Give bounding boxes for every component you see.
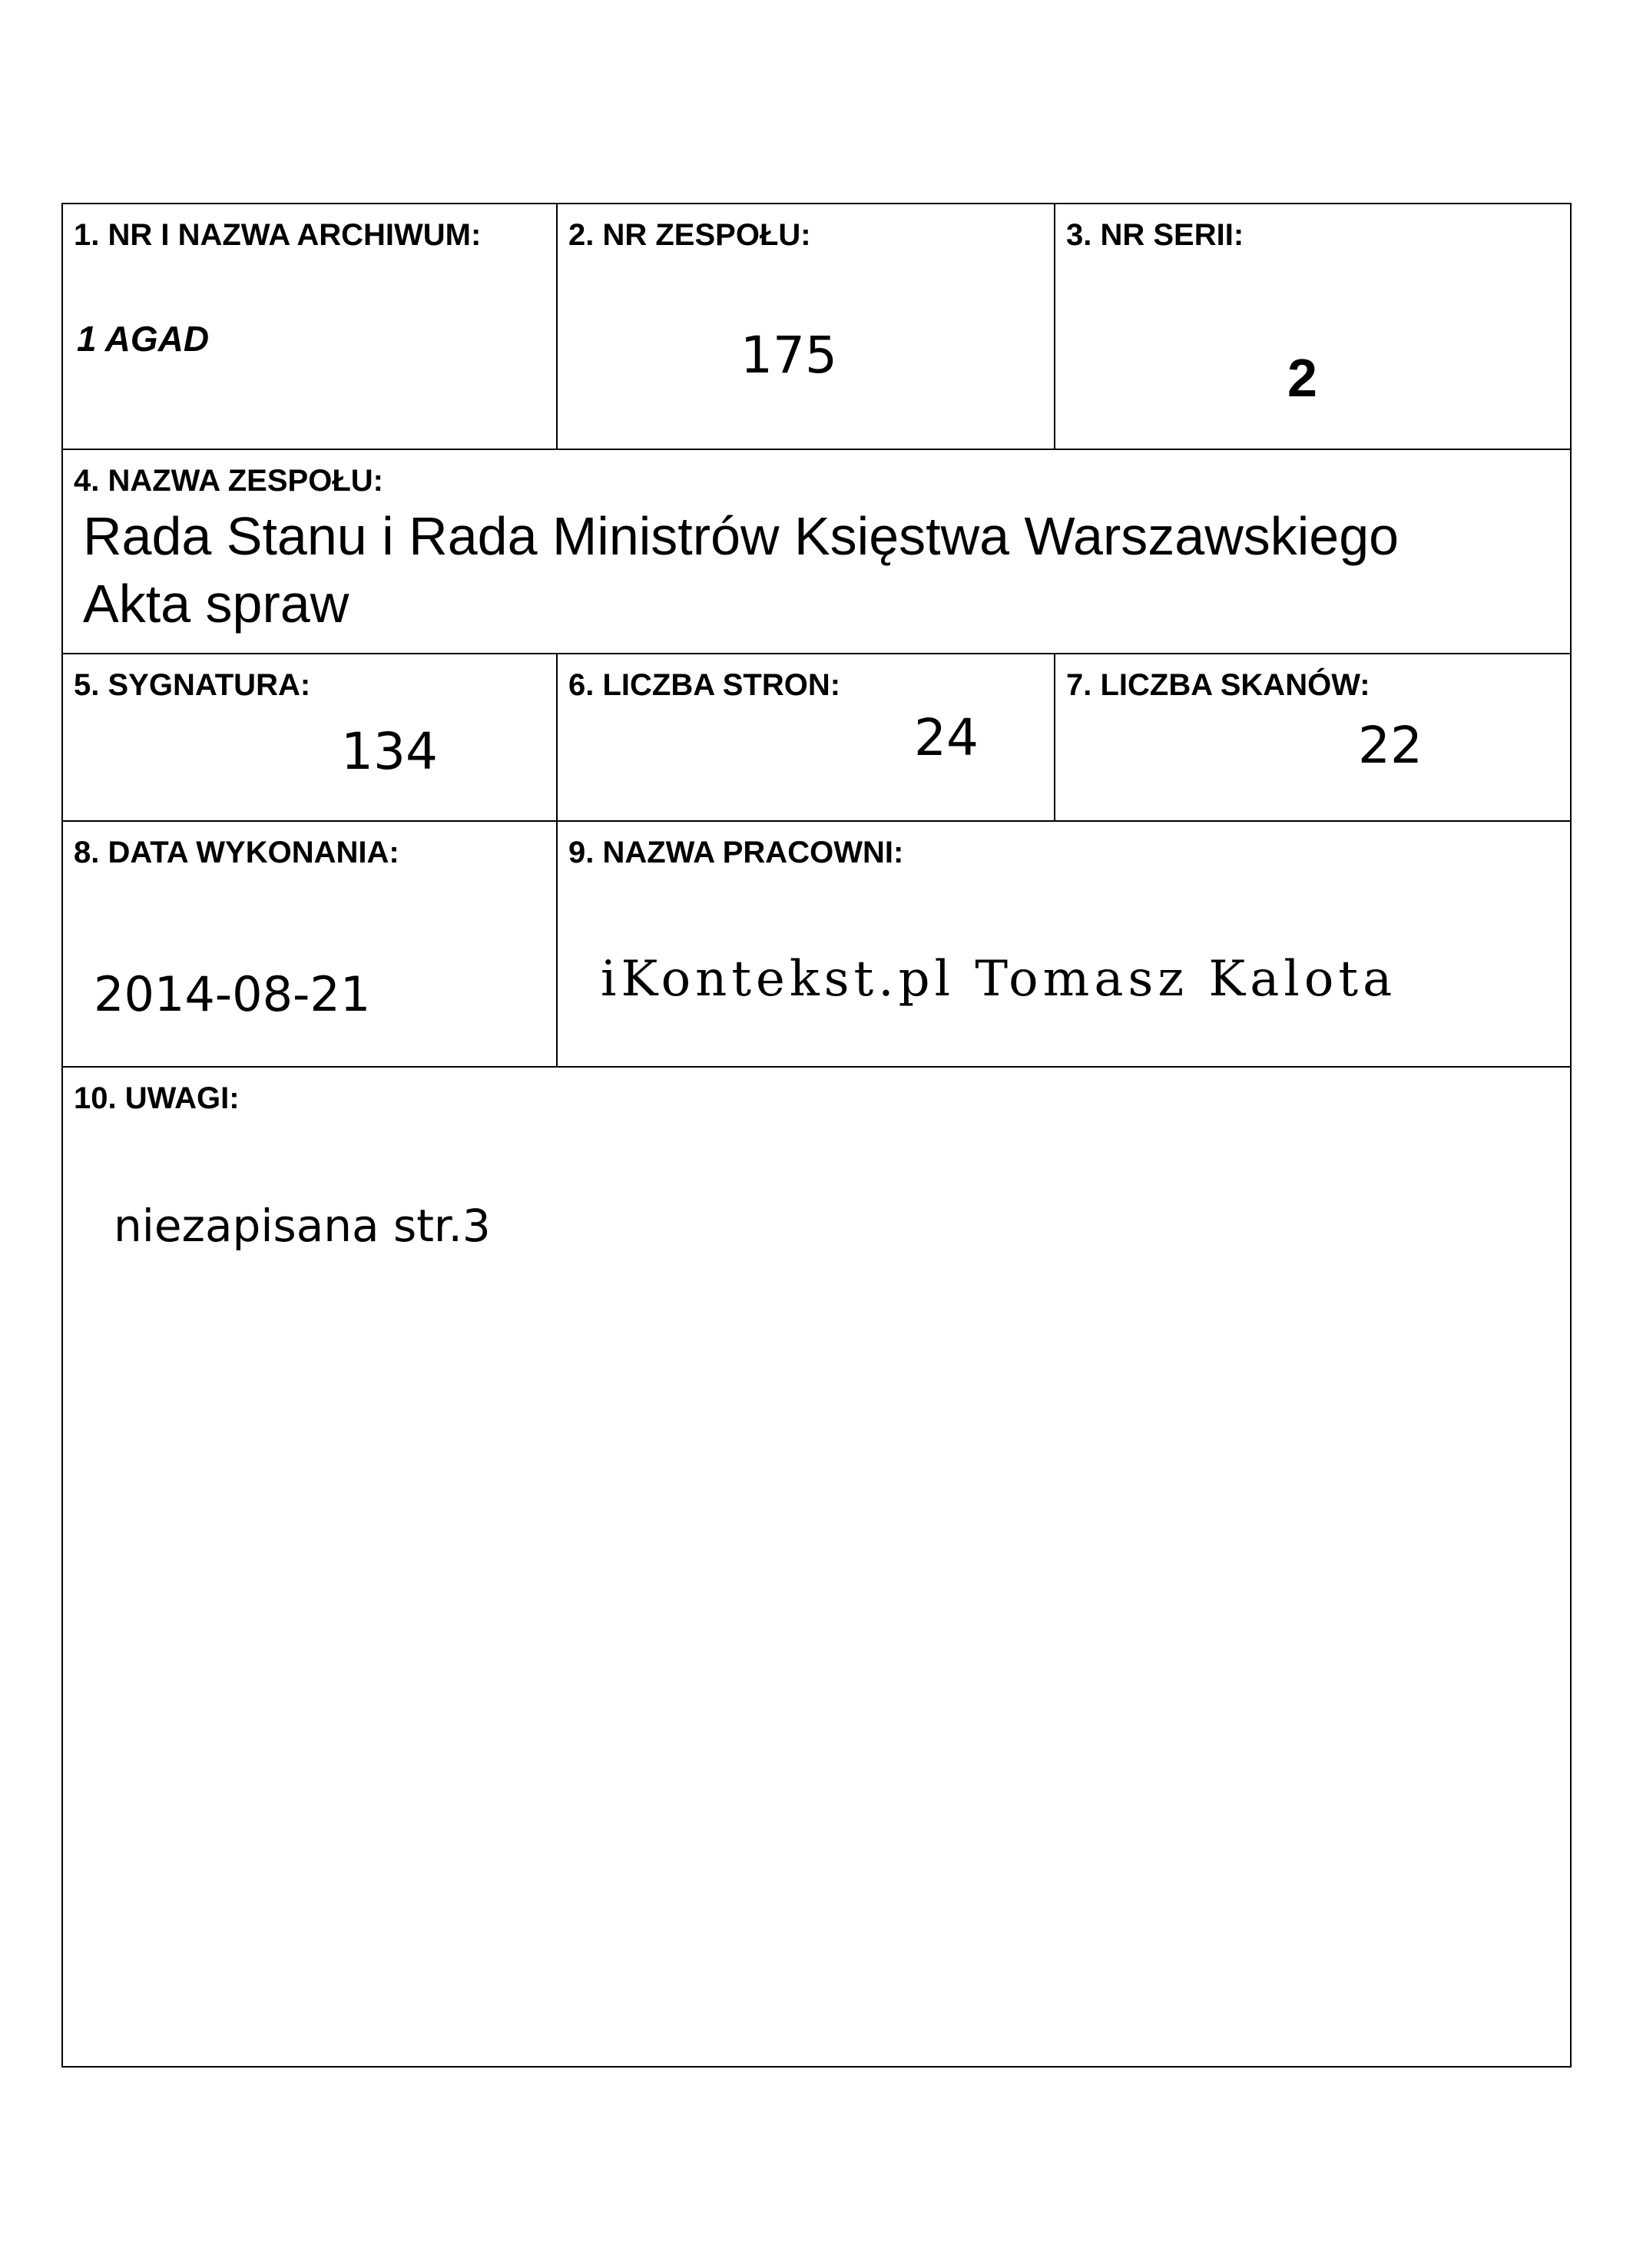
scan-count-label: 7. LICZBA SKANÓW: [1066,668,1370,702]
fonds-name-label: 4. NAZWA ZESPOŁU: [74,464,383,498]
archive-value: 1 AGAD [77,319,210,359]
fonds-name-value-line1: Rada Stanu i Rada Ministrów Księstwa Warszawskiego [83,506,1399,566]
workshop-label: 9. NAZWA PRACOWNI: [568,836,904,869]
signature-cell [63,654,558,822]
archive-cell [63,204,558,450]
archive-label: 1. NR I NAZWA ARCHIWUM: [74,218,482,252]
signature-label: 5. SYGNATURA: [74,668,311,702]
fonds-number-cell [558,204,1055,450]
archive-scan-form [61,203,1572,2068]
page-count-cell [558,654,1055,822]
series-number-value: 2 [1287,348,1317,408]
series-number-cell [1055,204,1570,450]
scan-count-cell [1055,654,1570,822]
page-count-label: 6. LICZBA STRON: [568,668,841,702]
fonds-name-cell [63,450,1570,654]
page-count-value: 24 [914,708,979,767]
series-number-label: 3. NR SERII: [1066,218,1244,252]
scan-count-value: 22 [1358,716,1423,775]
notes-label: 10. UWAGI: [74,1081,240,1115]
fonds-name-value-line2: Akta spraw [83,574,349,634]
notes-cell [63,1068,1570,2066]
workshop-cell [558,822,1570,1068]
notes-value: niezapisana str.3 [114,1200,491,1252]
date-label: 8. DATA WYKONANIA: [74,836,399,869]
workshop-value: iKontekst.pl Tomasz Kalota [601,951,1397,1008]
signature-value: 134 [341,722,438,781]
fonds-number-value: 175 [740,326,837,385]
date-cell [63,822,558,1068]
date-value: 2014-08-21 [94,966,371,1022]
fonds-number-label: 2. NR ZESPOŁU: [568,218,811,252]
